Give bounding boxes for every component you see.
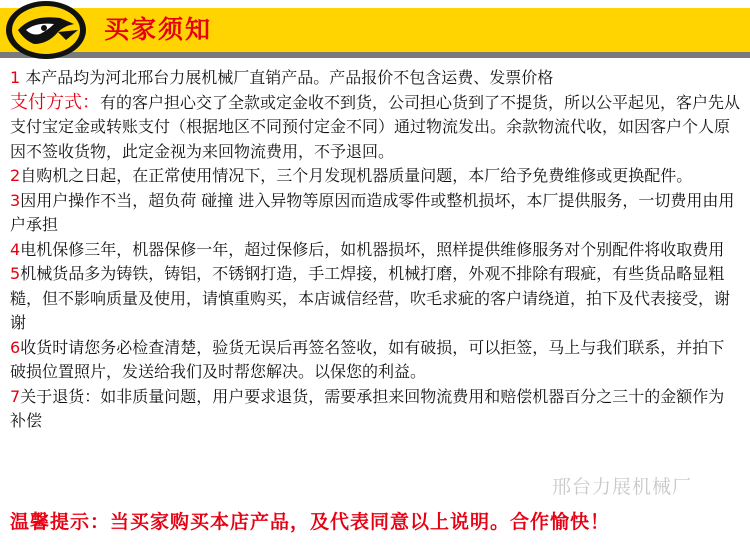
notice-item-7 [10,385,740,434]
item-text: 有的客户担心交了全款或定金收不到货，公司担心货到了不提货，所以公平起见，客户先从支付宝定金或转账支付（根据地区不同预付定金不同）通过物流发出。余款物流代收，如因客户个人原因不签收货物，此定金视为来回物流费用，不予退回。 [10,92,741,161]
notice-item-1 [10,66,740,91]
notice-item-5 [10,262,740,336]
item-number: 6 [10,337,21,357]
payment-label: 支付方式： [10,91,100,113]
notice-item-3 [10,189,740,238]
item-text: 自购机之日起，在正常使用情况下，三个月发现机器质量问题，本厂给予免费维修或更换配件。 [20,166,693,185]
page-title: 买家须知 [104,15,213,44]
item-number: 4 [10,239,21,259]
header-banner [0,0,750,64]
item-text: 本产品均为河北邢台力展机械厂直销产品。产品报价不包含运费、发票价格 [20,68,554,87]
item-text: 机械货品多为铸铁，铸铝，不锈钢打造，手工焊接，机械打磨，外观不排除有瑕疵，有些货品略显粗糙，但不影响质量及使用，请慎重购买，本店诚信经营，吹毛求疵的客户请绕道，拍下及代表接受，谢谢 [10,264,731,332]
notice-item-6 [10,336,740,385]
item-number: 5 [10,264,21,283]
item-text: 关于退货：如非质量问题，用户要求退货，需要承担来回物流费用和赔偿机器百分之三十的金额作为补偿 [10,386,725,430]
notice-payment [10,91,740,165]
banner-grey-strip [0,52,750,58]
item-number: 7 [10,386,21,406]
item-number: 2 [10,166,21,185]
footer-tip: 温馨提示：当买家购买本店产品，及代表同意以上说明。合作愉快！ [10,511,611,533]
notice-content [10,66,740,434]
notice-item-2 [10,164,740,189]
item-text: 电机保修三年，机器保修一年，超过保修后，如机器损坏，照样提供维修服务对个别配件将收取费用 [20,239,725,259]
item-number: 1 [10,68,21,87]
eagle-logo-icon [4,0,88,60]
item-text: 因用户操作不当，超负荷 碰撞 进入异物等原因而造成零件或整机损坏，本厂提供服务，一切费用由用户承担 [10,190,735,234]
item-number: 3 [10,190,21,210]
watermark-text: 邢台力展机械厂 [552,476,693,498]
notice-item-4 [10,238,740,263]
item-text: 收货时请您务必检查清楚，验货无误后再签名签收，如有破损，可以拒签，马上与我们联系，并拍下破损位置照片，发送给我们及时帮您解决。以保您的利益。 [10,337,725,381]
